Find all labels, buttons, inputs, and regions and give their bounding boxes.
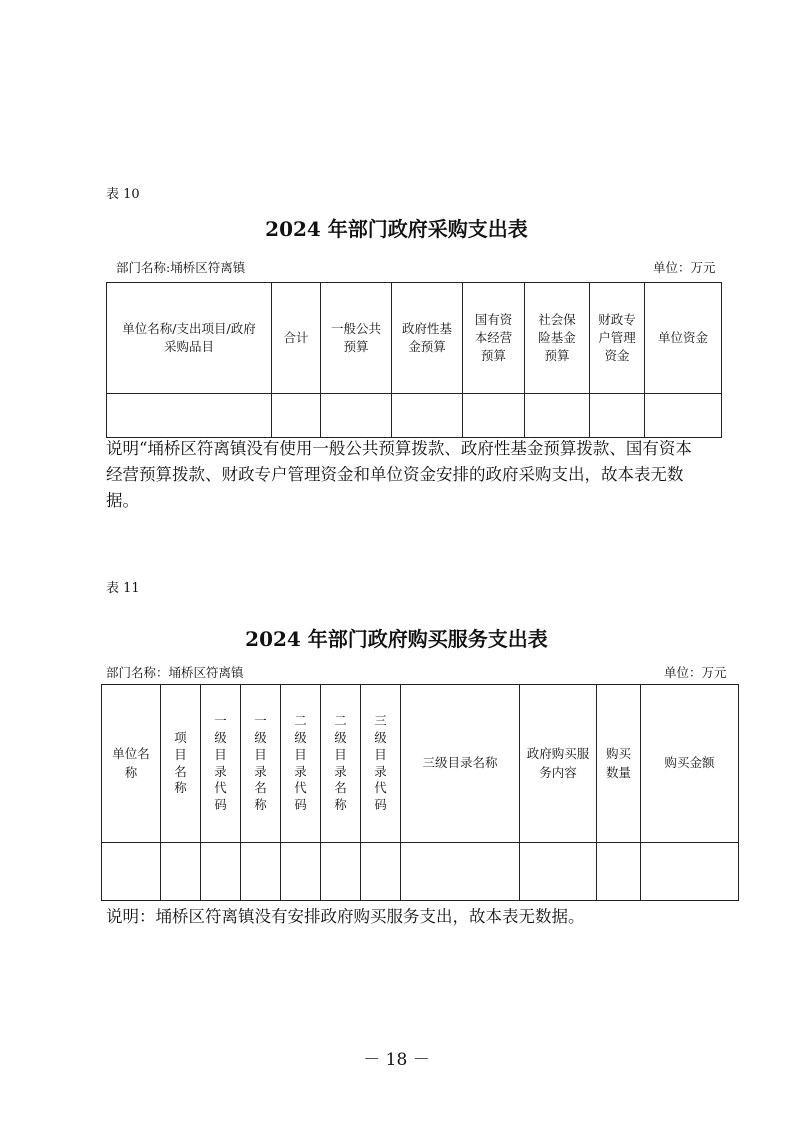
header-quantity: 购买数量: [597, 685, 641, 843]
header-unit-funds: 单位资金: [645, 283, 722, 394]
table-header-row: [102, 685, 739, 843]
table-10-label: 表 10: [106, 187, 140, 202]
service-purchase-table: [101, 684, 739, 901]
header-social-insurance-budget: 社会保险基金预算: [525, 283, 590, 394]
header-level1-name: 一级目录名称: [241, 685, 281, 843]
header-project-name: 项目名称: [161, 685, 201, 843]
table-10-title: 2024 年部门政府采购支出表: [265, 217, 528, 241]
table-11-label: 表 11: [106, 581, 140, 596]
header-total: 合计: [272, 283, 321, 394]
table-11-note: 说明：埇桥区符离镇没有安排政府购买服务支出，故本表无数据。: [106, 907, 585, 926]
table-10-unit: 单位：万元: [653, 260, 716, 275]
header-general-budget: 一般公共预算: [321, 283, 392, 394]
header-amount: 购买金额: [641, 685, 739, 843]
table-row: [107, 394, 722, 438]
table-11-unit: 单位：万元: [664, 665, 727, 680]
table-10-note: 说明“埇桥区符离镇没有使用一般公共预算拨款、政府性基金预算拨款、国有资本经营预算拨款、财政专户管理资金和单位资金安排的政府采购支出，故本表无数据。: [106, 439, 692, 510]
procurement-expenditure-table: [106, 282, 722, 438]
header-fund-budget: 政府性基金预算: [392, 283, 463, 394]
table-11-department: 部门名称：埇桥区符离镇: [106, 665, 244, 680]
table-11-title: 2024 年部门政府购买服务支出表: [245, 627, 548, 651]
header-name: 单位名称/支出项目/政府采购品目: [107, 283, 272, 394]
header-unit-name: 单位名称: [102, 685, 161, 843]
table-row: [102, 843, 739, 901]
header-level3-name: 三级目录名称: [401, 685, 520, 843]
header-level2-name: 二级目录名称: [321, 685, 361, 843]
header-level1-code: 一级目录代码: [201, 685, 241, 843]
header-level3-code: 三级目录代码: [361, 685, 401, 843]
page-number: － 18 －: [363, 1050, 430, 1070]
table-10-department: 部门名称:埇桥区符离镇: [116, 260, 246, 275]
header-service-content: 政府购买服务内容: [520, 685, 597, 843]
header-level2-code: 二级目录代码: [281, 685, 321, 843]
header-special-account-funds: 财政专户管理资金: [590, 283, 645, 394]
header-state-capital-budget: 国有资本经营预算: [463, 283, 525, 394]
table-header-row: [107, 283, 722, 394]
